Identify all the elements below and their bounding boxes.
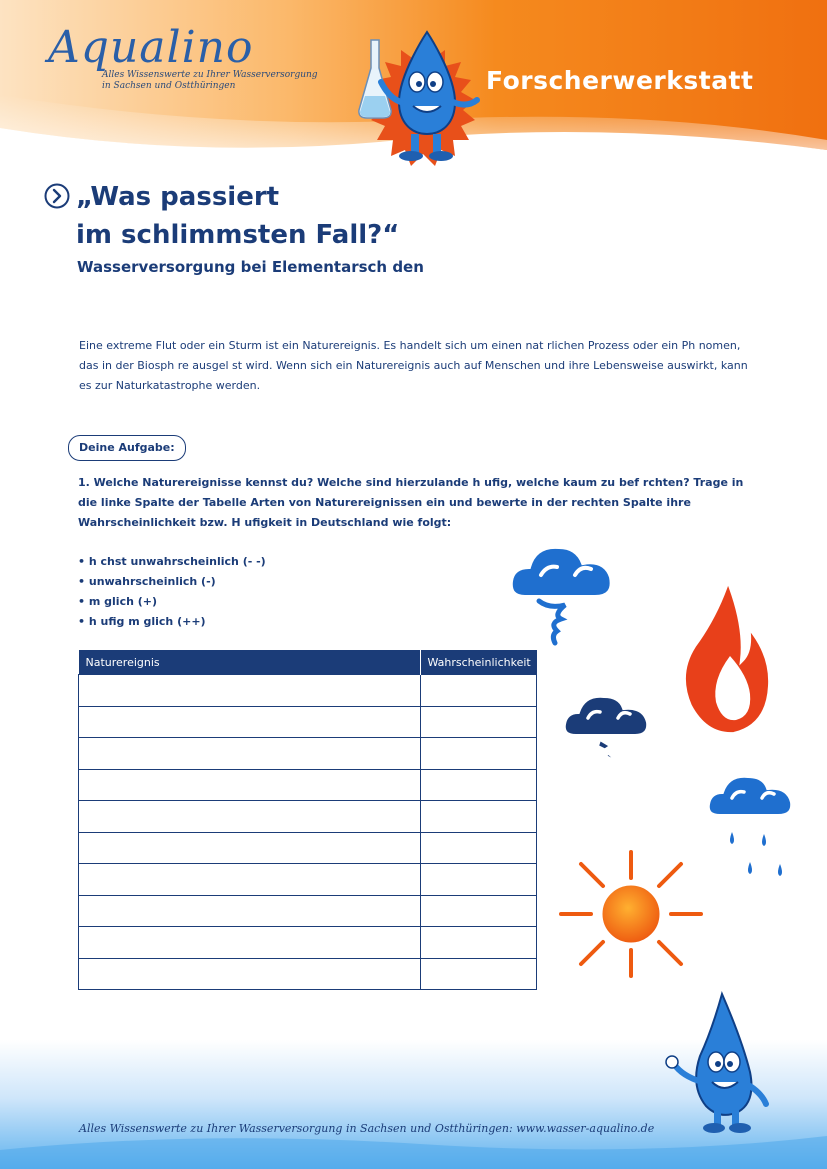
scale-item: • h chst unwahrscheinlich (- -) — [78, 555, 266, 568]
title-line-2: im schlimmsten Fall?“ — [76, 220, 400, 250]
rating-cell[interactable] — [420, 895, 537, 927]
rating-scale-list — [78, 552, 266, 632]
thunderstorm-icon — [560, 688, 655, 778]
event-cell[interactable] — [79, 927, 421, 959]
rating-cell[interactable] — [420, 927, 537, 959]
event-cell[interactable] — [79, 801, 421, 833]
rating-cell[interactable] — [420, 958, 537, 990]
table-row — [79, 927, 537, 959]
circle-chevron-icon — [44, 183, 70, 209]
rating-cell[interactable] — [420, 706, 537, 738]
table-row — [79, 706, 537, 738]
header-naturereignis: Naturereignis — [79, 650, 421, 675]
worksheet-table — [78, 650, 537, 990]
event-cell[interactable] — [79, 864, 421, 896]
table-row — [79, 675, 537, 707]
waving-mascot-icon — [660, 990, 790, 1140]
rating-cell[interactable] — [420, 832, 537, 864]
rain-cloud-icon — [706, 770, 796, 885]
footer-text: Alles Wissenswerte zu Ihrer Wasserversorgung in Sachsen und Ostthüringen: www.wasser-aqualino.de — [79, 1122, 655, 1135]
table-row — [79, 958, 537, 990]
rating-cell[interactable] — [420, 864, 537, 896]
event-cell[interactable] — [79, 895, 421, 927]
scale-item: • m glich (+) — [78, 595, 158, 608]
event-cell[interactable] — [79, 832, 421, 864]
rating-cell[interactable] — [420, 675, 537, 707]
title-line-1: „Was passiert — [76, 182, 280, 212]
storm-tornado-icon — [505, 535, 620, 650]
scale-item: • h ufig m glich (++) — [78, 615, 206, 628]
rating-cell[interactable] — [420, 738, 537, 770]
table-row — [79, 864, 537, 896]
intro-paragraph: Eine extreme Flut oder ein Sturm ist ein Naturereignis. Es handelt sich um einen nat rlichen Prozess oder ein Ph nomen, das in der Biosph re ausgel st wird. Wenn sich ein Naturereignis auch auf Menschen und ihre Lebensweise auswirkt, kann es zur Naturkatastrophe werden. — [79, 339, 748, 392]
scale-item: • unwahrscheinlich (-) — [78, 575, 216, 588]
sun-icon — [555, 846, 705, 986]
flask-mascot-icon — [345, 22, 495, 170]
table-row — [79, 895, 537, 927]
rating-cell[interactable] — [420, 769, 537, 801]
logo-tagline: Alles Wissenswerte zu Ihrer Wasserversorgung in Sachsen und Ostthüringen — [102, 70, 318, 91]
event-cell[interactable] — [79, 738, 421, 770]
task-badge: Deine Aufgabe: — [68, 435, 186, 461]
aqualino-logo[interactable]: Aqualino — [48, 22, 254, 73]
table-row — [79, 801, 537, 833]
event-cell[interactable] — [79, 675, 421, 707]
event-cell[interactable] — [79, 769, 421, 801]
task-instructions: 1. Welche Naturereignisse kennst du? Welche sind hierzulande h ufig, welche kaum zu bef rchten? Trage in die linke Spalte der Tabelle Arten von Naturereignissen ein und bewerte in der rechten Spalte ihre Wahrscheinlichkeit bzw. H ufigkeit in Deutschland wie folgt: — [78, 476, 744, 529]
rating-cell[interactable] — [420, 801, 537, 833]
fire-icon — [676, 576, 776, 741]
event-cell[interactable] — [79, 958, 421, 990]
table-header-row — [79, 650, 537, 675]
table-row — [79, 769, 537, 801]
page-subtitle: Wasserversorgung bei Elementarsch den — [77, 258, 424, 276]
page-title — [76, 178, 399, 254]
section-title: Forscherwerkstatt — [486, 66, 754, 95]
event-cell[interactable] — [79, 706, 421, 738]
table-row — [79, 738, 537, 770]
table-row — [79, 832, 537, 864]
header-wahrscheinlichkeit: Wahrscheinlichkeit — [420, 650, 537, 675]
